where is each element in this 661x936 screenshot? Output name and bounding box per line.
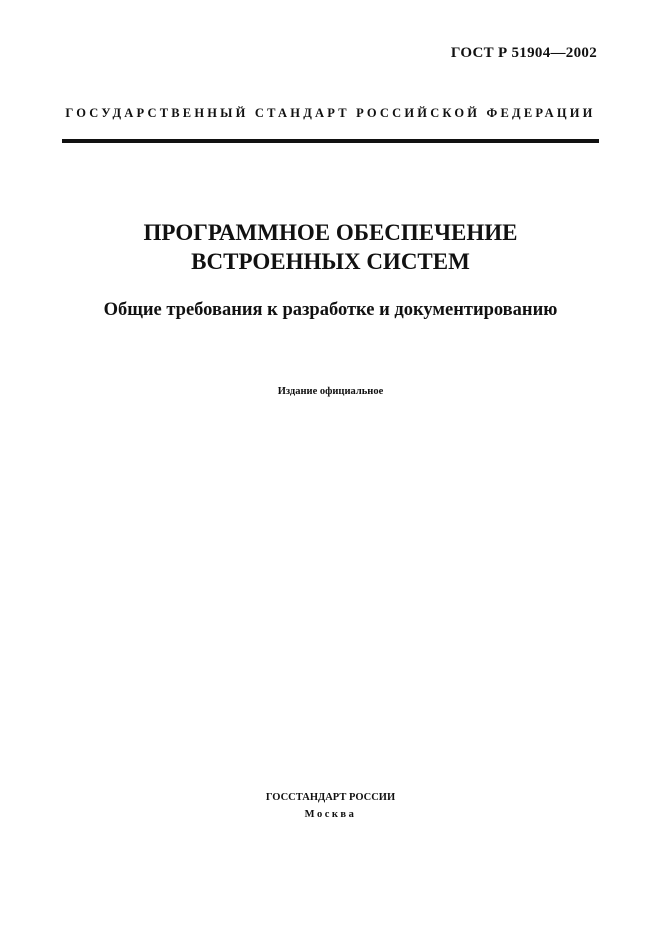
title-line-1: ПРОГРАММНОЕ ОБЕСПЕЧЕНИЕ: [143, 220, 518, 245]
publication-city: Москва: [304, 809, 357, 820]
heading-divider: [62, 139, 599, 143]
document-subtitle: Общие требования к разработке и документированию: [103, 300, 558, 320]
organization-heading: ГОСУДАРСТВЕННЫЙ СТАНДАРТ РОССИЙСКОЙ ФЕДЕРАЦИИ: [65, 106, 596, 120]
document-title: [40, 218, 621, 276]
standard-number: ГОСТ Р 51904—2002: [450, 45, 597, 61]
title-line-2: ВСТРОЕННЫХ СИСТЕМ: [191, 249, 470, 274]
edition-note: Издание официальное: [277, 386, 384, 397]
publisher: ГОССТАНДАРТ РОССИИ: [265, 792, 396, 803]
